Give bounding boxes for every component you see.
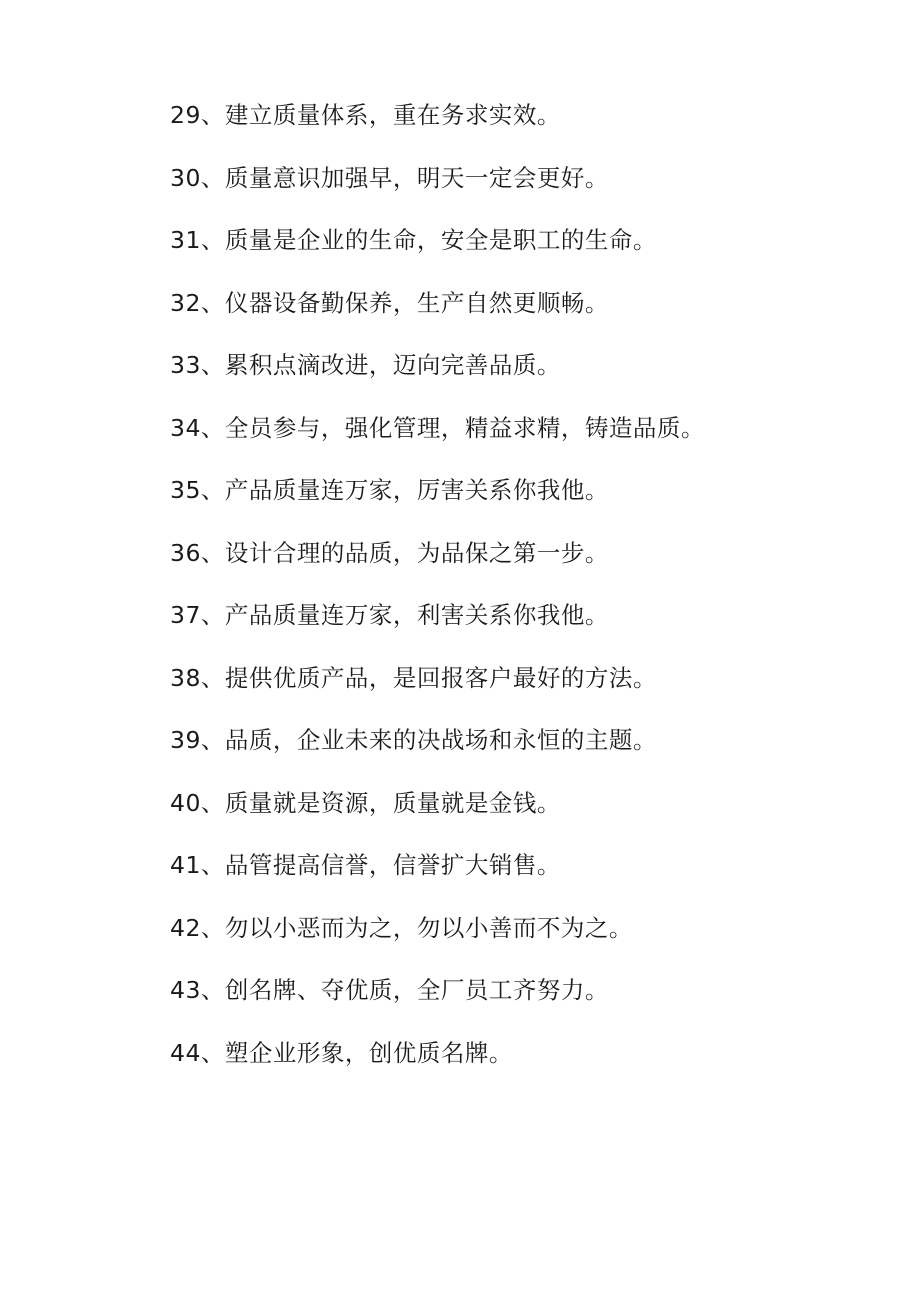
document-line: 41、品管提高信誉，信誉扩大销售。 <box>170 851 561 879</box>
document-line: 43、创名牌、夺优质，全厂员工齐努力。 <box>170 976 609 1004</box>
document-line: 39、品质，企业未来的决战场和永恒的主题。 <box>170 726 657 754</box>
document-line: 35、产品质量连万家，厉害关系你我他。 <box>170 476 609 504</box>
document-line: 40、质量就是资源，质量就是金钱。 <box>170 788 561 817</box>
document-line: 42、勿以小恶而为之，勿以小善而不为之。 <box>170 913 633 942</box>
document-line: 31、质量是企业的生命，安全是职工的生命。 <box>170 226 657 254</box>
document-line: 32、仪器设备勤保养，生产自然更顺畅。 <box>170 288 609 317</box>
document-line: 34、全员参与，强化管理，精益求精，铸造品质。 <box>170 413 705 442</box>
document-line: 30、质量意识加强早，明天一定会更好。 <box>170 163 609 192</box>
document-line: 29、建立质量体系，重在务求实效。 <box>170 101 561 129</box>
document-line: 36、设计合理的品质，为品保之第一步。 <box>170 538 609 567</box>
document-line: 37、产品质量连万家，利害关系你我他。 <box>170 601 609 629</box>
document-line: 38、提供优质产品，是回报客户最好的方法。 <box>170 663 657 692</box>
document-line: 33、累积点滴改进，迈向完善品质。 <box>170 351 561 379</box>
document-line: 44、塑企业形象，创优质名牌。 <box>170 1038 513 1067</box>
document-body <box>170 101 832 1067</box>
